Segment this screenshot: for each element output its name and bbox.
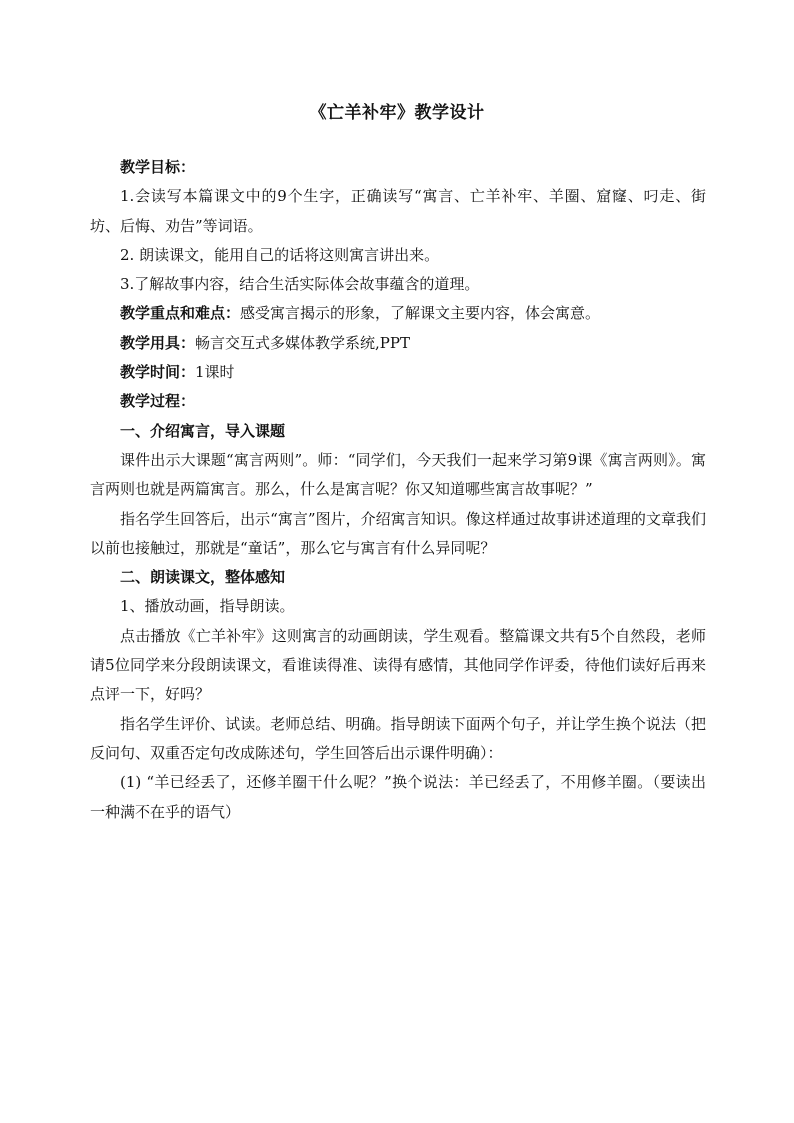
- section2-heading: 二、朗读课文，整体感知: [120, 568, 286, 587]
- document-body: [90, 153, 706, 827]
- time-label: 教学时间：: [120, 363, 196, 382]
- document-title: 《亡羊补牢》教学设计: [309, 103, 485, 123]
- section2-paragraph: 1、播放动画，指导朗读。: [120, 597, 295, 616]
- keypoints-label: 教学重点和难点：: [120, 304, 241, 323]
- section1-paragraph: 课件出示大课题“寓言两则”。师：“同学们，今天我们一起来学习第9课《寓言两则》。寓言两则也就是两篇寓言。那么，什么是寓言呢？你又知道哪些寓言故事呢？”: [90, 450, 706, 499]
- section2-paragraph: 指名学生评价、试读。老师总结、明确。指导朗读下面两个句子，并让学生换个说法（把反问句、双重否定句改成陈述句，学生回答后出示课件明确）：: [90, 714, 706, 762]
- tools-paragraph: [90, 329, 706, 358]
- time-paragraph: [90, 358, 706, 387]
- section2-paragraph: (1) “羊已经丢了，还修羊圈干什么呢？”换个说法：羊已经丢了，不用修羊圈。（要读出一种满不在乎的语气）: [90, 773, 706, 821]
- section1-paragraph: 指名学生回答后，出示“寓言”图片，介绍寓言知识。像这样通过故事讲述道理的文章我们以前也接触过，那就是“童话”，那么它与寓言有什么异同呢？: [90, 509, 706, 557]
- objective-item: 2. 朗读课文，能用自己的话将这则寓言讲出来。: [120, 245, 440, 264]
- tools-label: 教学用具：: [120, 333, 196, 352]
- objective-item: 3.了解故事内容，结合生活实际体会故事蕴含的道理。: [120, 275, 480, 294]
- process-heading: 教学过程：: [120, 392, 196, 411]
- keypoints-paragraph: [90, 299, 706, 328]
- tools-text: 畅言交互式多媒体教学系统,PPT: [195, 333, 410, 352]
- section1-heading: 一、介绍寓言，导入课题: [120, 421, 286, 440]
- section2-paragraph: 点击播放《亡羊补牢》这则寓言的动画朗读，学生观看。整篇课文共有5个自然段，老师请5位同学来分段朗读课文，看谁读得准、读得有感情，其他同学作评委，待他们读好后再来点评一下，好吗？: [90, 626, 706, 704]
- objective-item: 1.会读写本篇课文中的9个生字，正确读写“寓言、亡羊补牢、羊圈、窟窿、叼走、街坊、后悔、劝告”等词语。: [90, 187, 706, 235]
- keypoints-text: 感受寓言揭示的形象，了解课文主要内容，体会寓意。: [240, 304, 601, 323]
- objectives-heading: 教学目标：: [120, 158, 196, 176]
- time-text: 1课时: [195, 363, 235, 382]
